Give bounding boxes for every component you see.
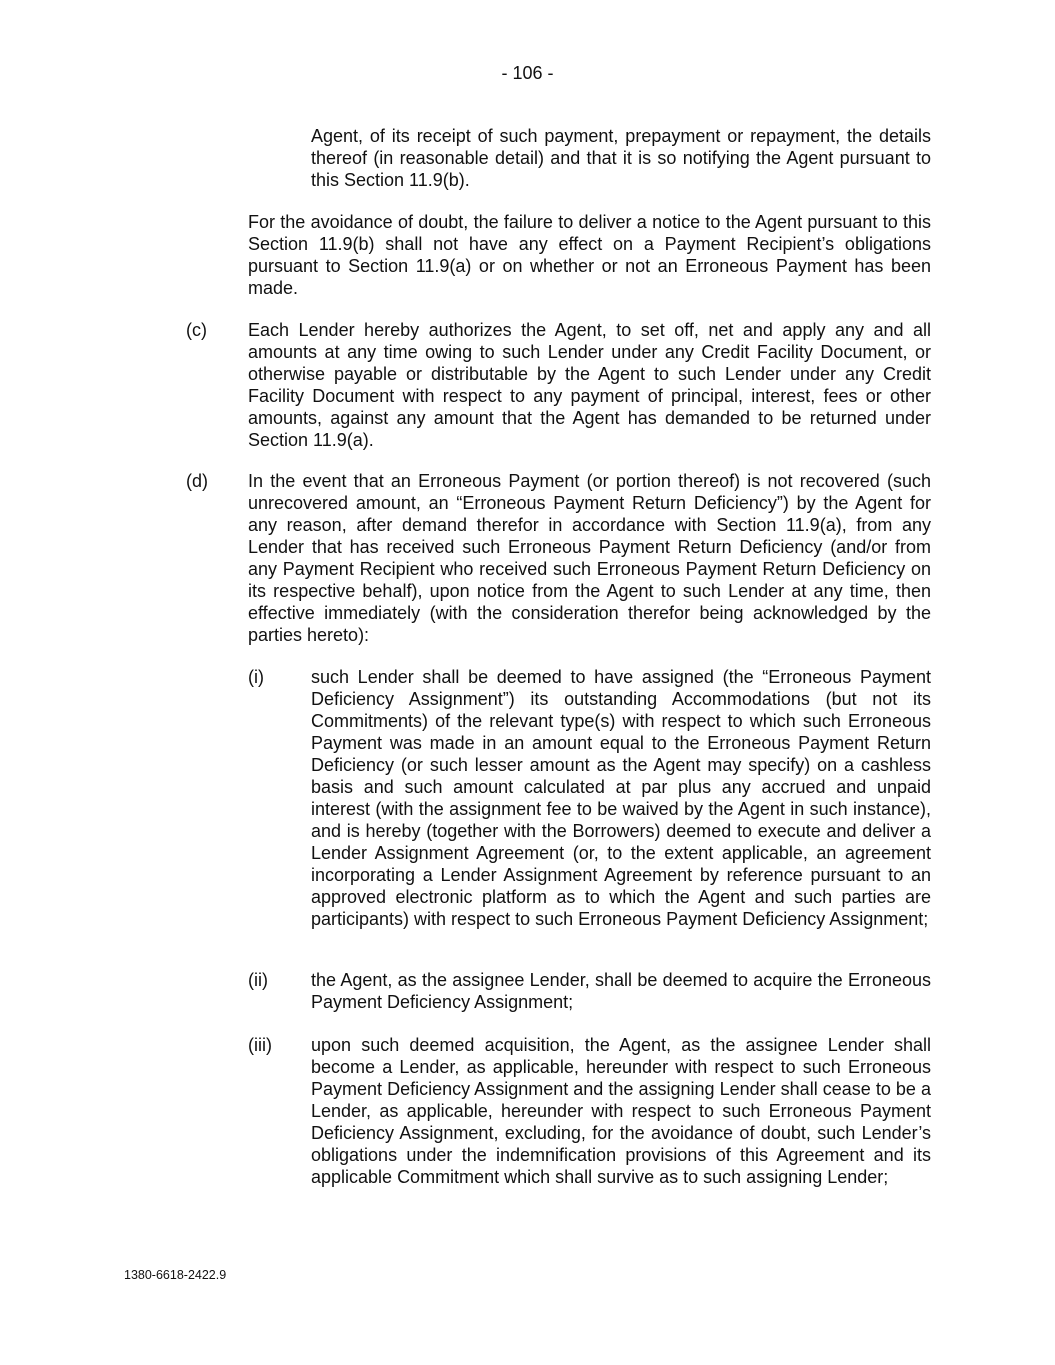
intro-continuation-paragraph: Agent, of its receipt of such payment, prepayment or repayment, the details thereof (in reasonable detail) and that it is so notifying the Agent pursuant to this Section 11.9(b).: [311, 126, 931, 190]
subclause-iii-label: (iii): [248, 1035, 272, 1055]
subclause-ii-text: the Agent, as the assignee Lender, shall be deemed to acquire the Erroneous Payment Deficiency Assignment;: [311, 970, 931, 1012]
document-footer-id: 1380-6618-2422.9: [124, 1268, 227, 1282]
clause-d-text: In the event that an Erroneous Payment (or portion thereof) is not recovered (such unrecovered amount, an “Erroneous Payment Return Deficiency”) by the Agent for any reason, after demand therefor in accordance with Section 11.9(a), from any Lender that has received such Erroneous Payment Return Deficiency (and/or from any Payment Recipient who received such Erroneous Payment Return Deficiency on its respective behalf), upon notice from the Agent to such Lender at any time, then effective immediately (with the consideration therefor being acknowledged by the parties hereto):: [248, 471, 931, 645]
subclause-iii-text: upon such deemed acquisition, the Agent, as the assignee Lender shall become a Lender, as applicable, hereunder with respect to such Erroneous Payment Deficiency Assignment and the assigning Lender shall cease to be a Lender, as applicable, hereunder with respect to such Erroneous Payment Deficiency Assignment, excluding, for the avoidance of doubt, such Lender’s obligations under the indemnification provisions of this Agreement and its applicable Commitment which shall survive as to such assigning Lender;: [311, 1035, 931, 1187]
page-number: - 106 -: [501, 63, 554, 83]
clause-c-text: Each Lender hereby authorizes the Agent, to set off, net and apply any and all amounts at any time owing to such Lender under any Credit Facility Document, or otherwise payable or distributable by the Agent to such Lender under any Credit Facility Document with respect to any payment of principal, interest, fees or other amounts, against any amount that the Agent has demanded to be returned under Section 11.9(a).: [248, 320, 931, 450]
subclause-ii-label: (ii): [248, 970, 268, 990]
clause-d-label: (d): [186, 471, 208, 491]
clause-c-label: (c): [186, 320, 207, 340]
avoidance-of-doubt-paragraph: For the avoidance of doubt, the failure to deliver a notice to the Agent pursuant to this Section 11.9(b) shall not have any effect on a Payment Recipient’s obligations pursuant to Section 11.9(a) or on whether or not an Erroneous Payment has been made.: [248, 212, 931, 298]
subclause-i-label: (i): [248, 667, 264, 687]
subclause-i-text: such Lender shall be deemed to have assigned (the “Erroneous Payment Deficiency Assignment”) its outstanding Accommodations (but not its Commitments) of the relevant type(s) with respect to which such Erroneous Payment was made in an amount equal to the Erroneous Payment Return Deficiency (or such lesser amount as the Agent may specify) on a cashless basis and such amount calculated at par plus any accrued and unpaid interest (with the assignment fee to be waived by the Agent in such instance), and is hereby (together with the Borrowers) deemed to execute and deliver a Lender Assignment Agreement (or, to the extent applicable, an agreement incorporating a Lender Assignment Agreement by reference pursuant to an approved electronic platform as to which the Agent and such parties are participants) with respect to such Erroneous Payment Deficiency Assignment;: [311, 667, 931, 929]
